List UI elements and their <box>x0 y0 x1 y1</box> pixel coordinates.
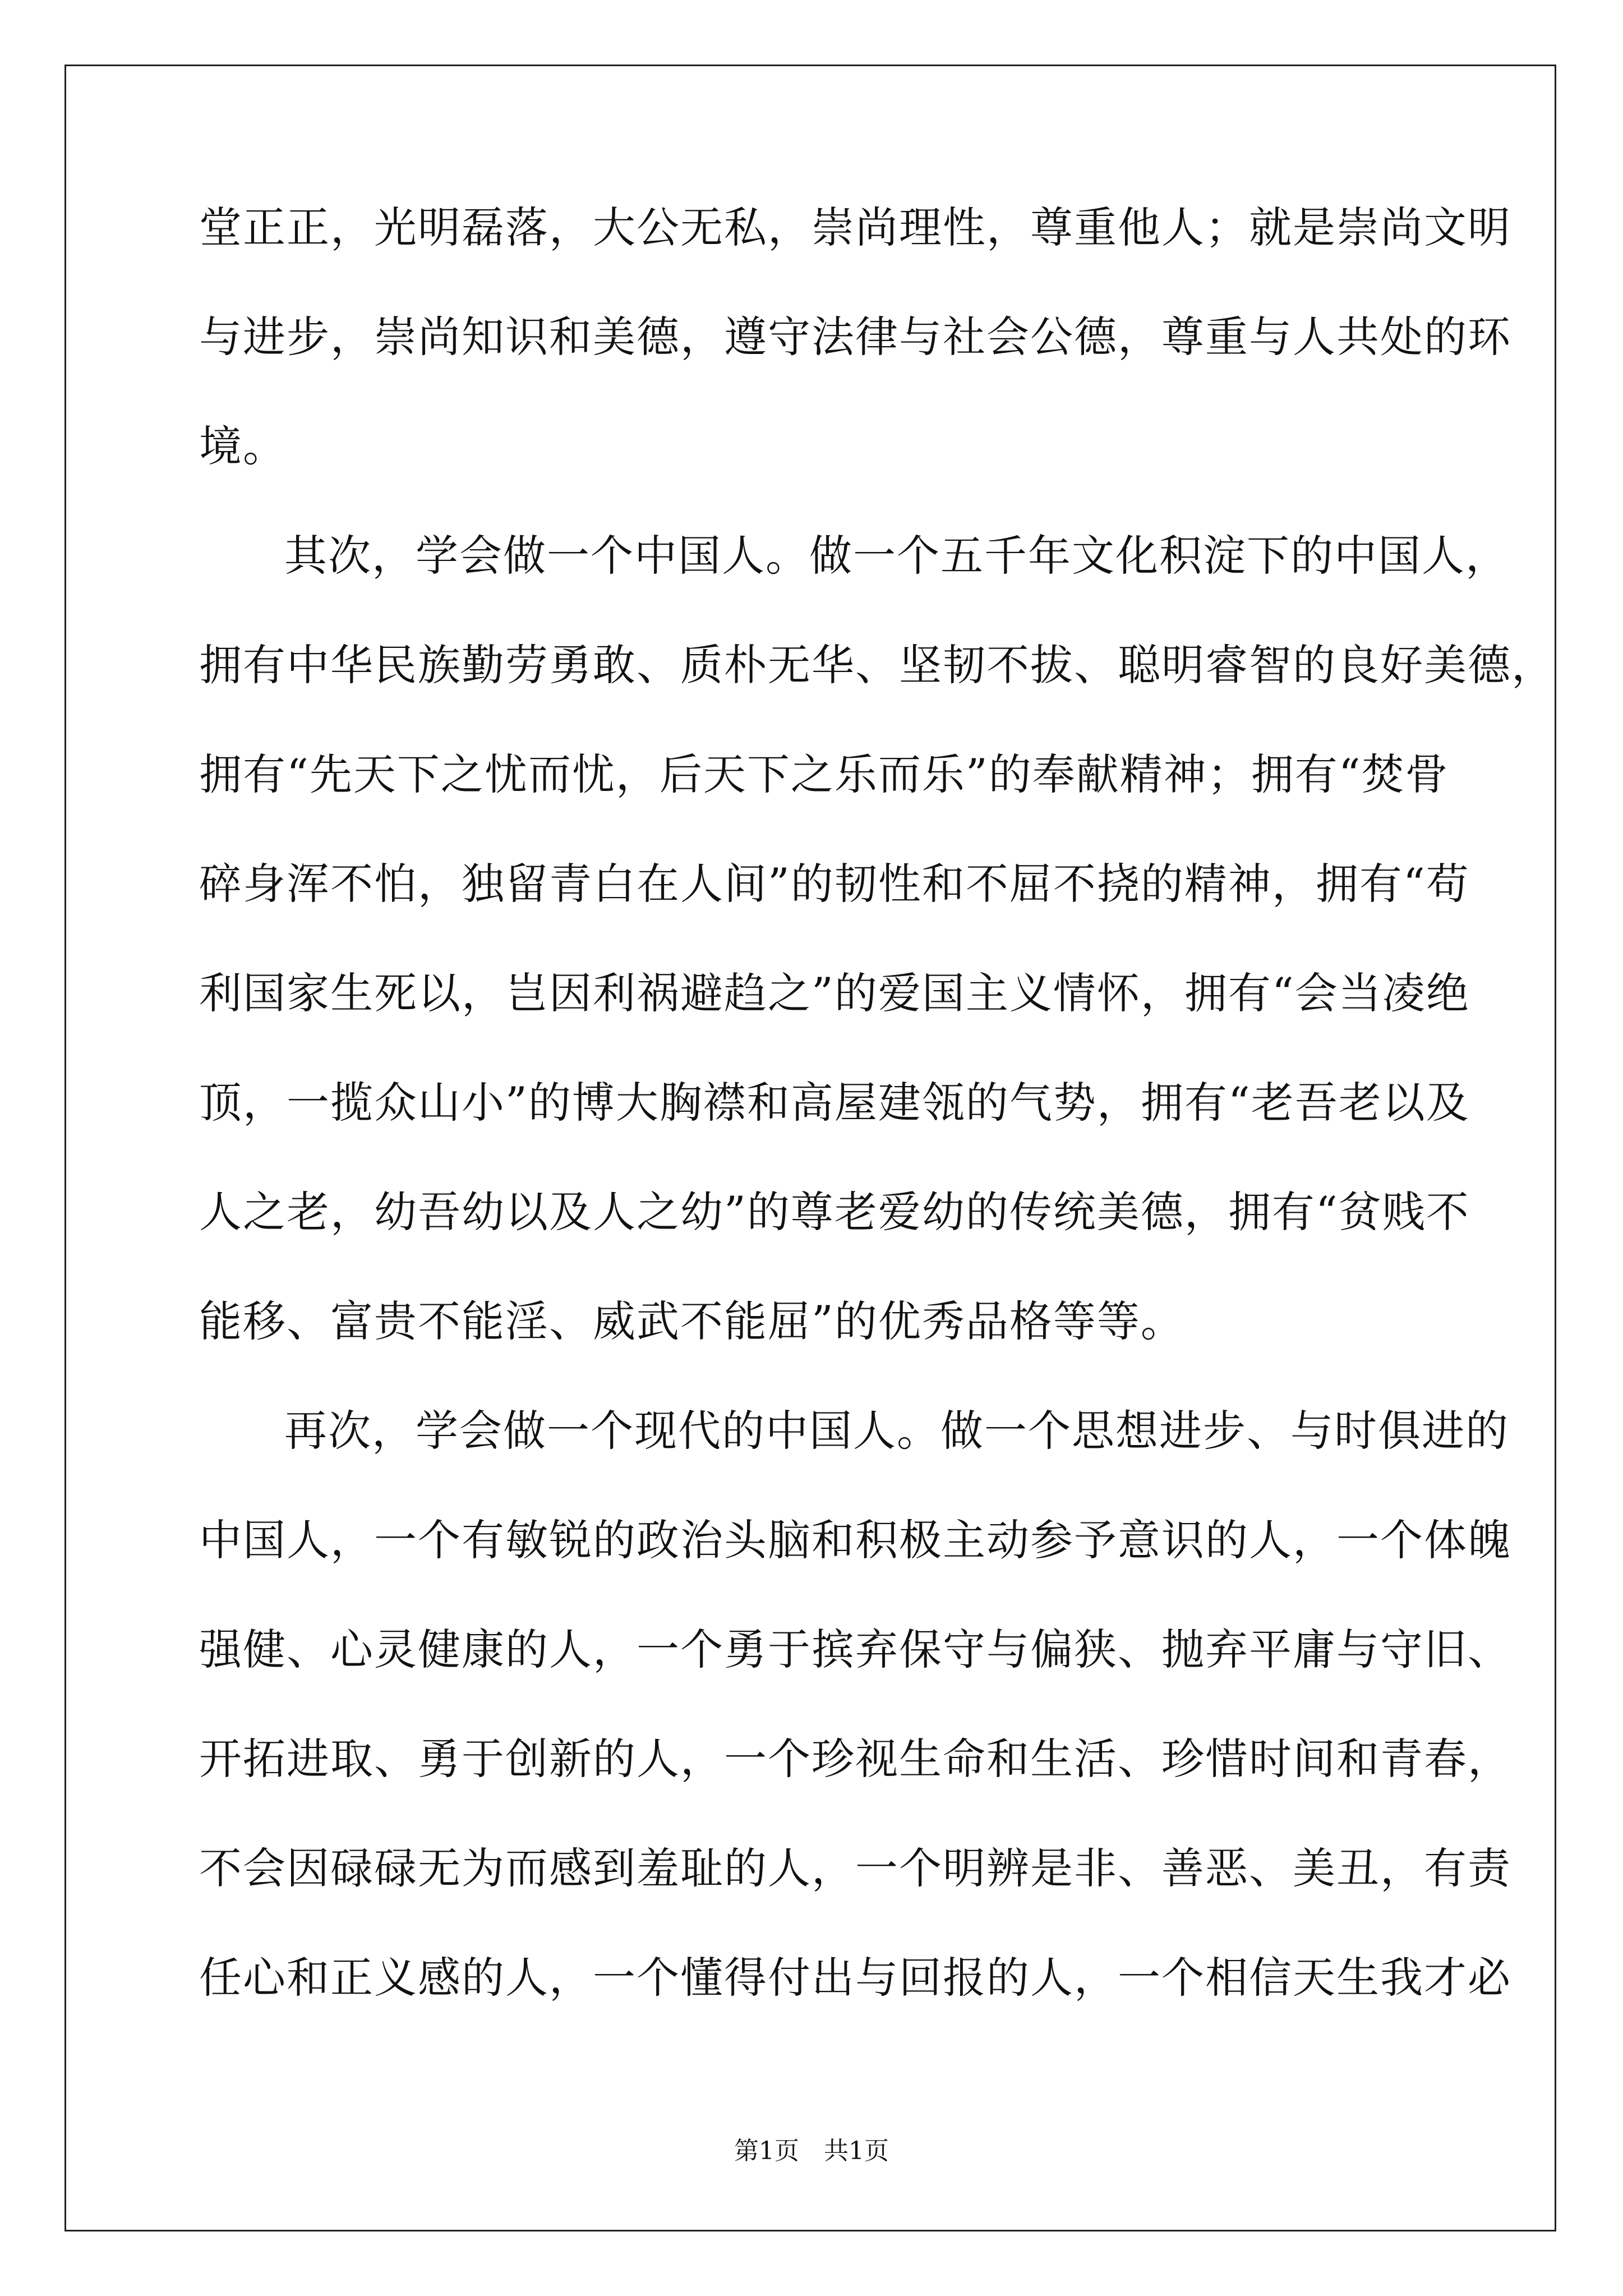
text-line: 人之老，幼吾幼以及人之幼”的尊老爱幼的传统美德，拥有“贫贱不 <box>199 1187 1470 1237</box>
text-line: 能移、富贵不能淫、威武不能屈”的优秀品格等等。 <box>199 1296 1184 1346</box>
text-line: 与进步，崇尚知识和美德，遵守法律与社会公德，尊重与人共处的环 <box>199 312 1511 362</box>
text-line: 顶，一揽众山小”的博大胸襟和高屋建瓴的气势，拥有“老吾老以及 <box>199 1078 1470 1128</box>
text-line: 强健、心灵健康的人，一个勇于摈弃保守与偏狭、抛弃平庸与守旧、 <box>199 1625 1511 1674</box>
paragraph-first-line: 再次，学会做一个现代的中国人。做一个思想进步、与时俱进的 <box>284 1406 1509 1456</box>
text-line: 拥有“先天下之忧而忧，后天下之乐而乐”的奉献精神；拥有“焚骨 <box>199 749 1449 799</box>
text-line: 拥有中华民族勤劳勇敢、质朴无华、坚韧不拔、聪明睿智的良好美德， <box>199 640 1555 690</box>
page-number-footer: 第1页 共1页 <box>734 2137 889 2165</box>
text-line: 中国人，一个有敏锐的政治头脑和积极主动参予意识的人，一个体魄 <box>199 1515 1511 1565</box>
text-line: 不会因碌碌无为而感到羞耻的人，一个明辨是非、善恶、美丑，有责 <box>199 1843 1511 1893</box>
text-line: 境。 <box>199 421 287 471</box>
text-line: 任心和正义感的人，一个懂得付出与回报的人，一个相信天生我才必 <box>199 1953 1511 2003</box>
paragraph-first-line: 其次，学会做一个中国人。做一个五千年文化积淀下的中国人， <box>284 531 1509 581</box>
text-line: 碎身浑不怕，独留青白在人间”的韧性和不屈不挠的精神，拥有“苟 <box>199 859 1470 909</box>
text-line: 堂正正，光明磊落，大公无私，崇尚理性，尊重他人；就是崇尚文明 <box>199 203 1511 252</box>
text-line: 利国家生死以，岂因利祸避趋之”的爱国主义情怀，拥有“会当凌绝 <box>199 968 1470 1018</box>
text-line: 开拓进取、勇于创新的人，一个珍视生命和生活、珍惜时间和青春， <box>199 1734 1511 1784</box>
document-body <box>199 196 1555 2056</box>
